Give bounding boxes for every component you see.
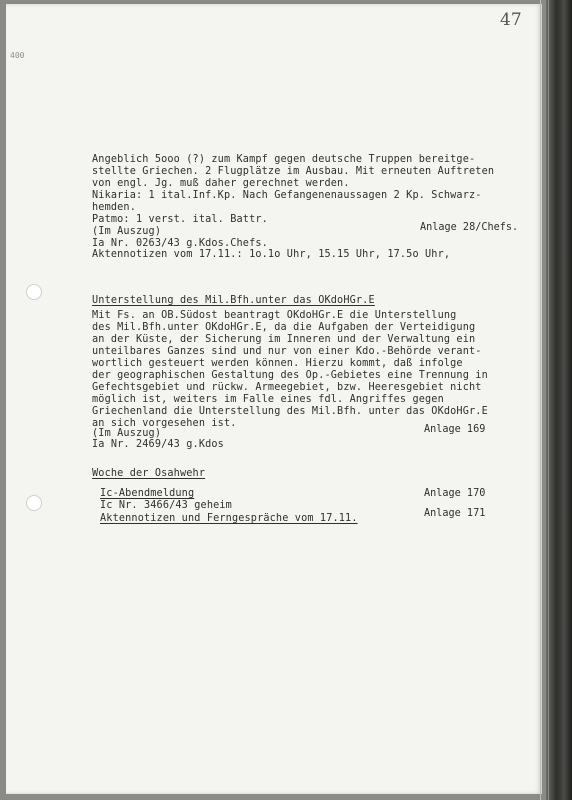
notes-heading: Aktennotizen und Ferngespräche vom 17.11. bbox=[100, 513, 358, 524]
report-heading: Ic-Abendmeldung bbox=[100, 488, 195, 499]
annex-label: Anlage 170 bbox=[424, 488, 486, 499]
paragraph-line: an der Küste, der Sicherung im Inneren und der Verwaltung ein bbox=[92, 334, 476, 345]
notes-line: Aktennotizen vom 17.11.: 1o.1o Uhr, 15.15 Uhr, 17.5o Uhr, bbox=[92, 249, 451, 260]
punch-hole bbox=[26, 284, 42, 300]
paragraph-line: Mit Fs. an OB.Südost beantragt OKdoHGr.E die Unterstellung bbox=[92, 310, 457, 321]
paragraph-line: Griechenland die Unterstellung des Mil.Bfh. unter das OKdoHGr.E bbox=[92, 406, 488, 417]
paragraph-line: unteilbares Ganzes sind und nur von einer Kdo.-Behörde verant- bbox=[92, 346, 482, 357]
paragraph-line: Nikaria: 1 ital.Inf.Kp. Nach Gefangenenaussagen 2 Kp. Schwarz- bbox=[92, 190, 482, 201]
page-number: 47 bbox=[500, 10, 522, 30]
paragraph-line: stellte Griechen. 2 Flugplätze im Ausbau. Mit erneuten Auftreten bbox=[92, 166, 495, 177]
paragraph-line: (Im Auszug) bbox=[92, 226, 162, 237]
paragraph-line: wortlich gesteuert werden können. Hierzu kommt, daß infolge bbox=[92, 358, 463, 369]
reference-number: Ia Nr. 0263/43 g.Kdos.Chefs. bbox=[92, 238, 268, 249]
page-edge-line bbox=[548, 0, 549, 800]
paragraph-line: Angeblich 5ooo (?) zum Kampf gegen deutsche Truppen bereitge- bbox=[92, 154, 476, 165]
section-heading: Woche der Osahwehr bbox=[92, 468, 206, 479]
paragraph-line: hemden. bbox=[92, 202, 136, 213]
paragraph-line: Patmo: 1 verst. ital. Battr. bbox=[92, 214, 268, 225]
paragraph-line: möglich ist, weiters im Falle eines fdl. Angriffes gegen bbox=[92, 394, 444, 405]
punch-hole bbox=[26, 495, 42, 511]
reference-number: Ic Nr. 3466/43 geheim bbox=[100, 500, 232, 511]
annex-label: Anlage 28/Chefs. bbox=[420, 222, 519, 233]
reference-number: Ia Nr. 2469/43 g.Kdos bbox=[92, 439, 224, 450]
paragraph-line: von engl. Jg. muß daher gerechnet werden. bbox=[92, 178, 350, 189]
archive-mark: 400 bbox=[10, 51, 25, 60]
page-edge-line bbox=[540, 0, 541, 800]
paragraph-line: Gefechtsgebiet und rückw. Armeegebiet, bzw. Heeresgebiet nicht bbox=[92, 382, 482, 393]
annex-label: Anlage 171 bbox=[424, 508, 486, 519]
binding-edge bbox=[546, 0, 572, 800]
paragraph-line: des Mil.Bfh.unter OKdoHGr.E, da die Aufgaben der Verteidigung bbox=[92, 322, 476, 333]
paragraph-line: an sich vorgesehen ist. bbox=[92, 418, 237, 429]
paragraph-line: der geographischen Gestaltung des Op.-Gebietes eine Trennung in bbox=[92, 370, 488, 381]
annex-label: Anlage 169 bbox=[424, 424, 486, 435]
section-heading: Unterstellung des Mil.Bfh.unter das OKdoHGr.E bbox=[92, 295, 375, 306]
paragraph-line: (Im Auszug) bbox=[92, 428, 162, 439]
